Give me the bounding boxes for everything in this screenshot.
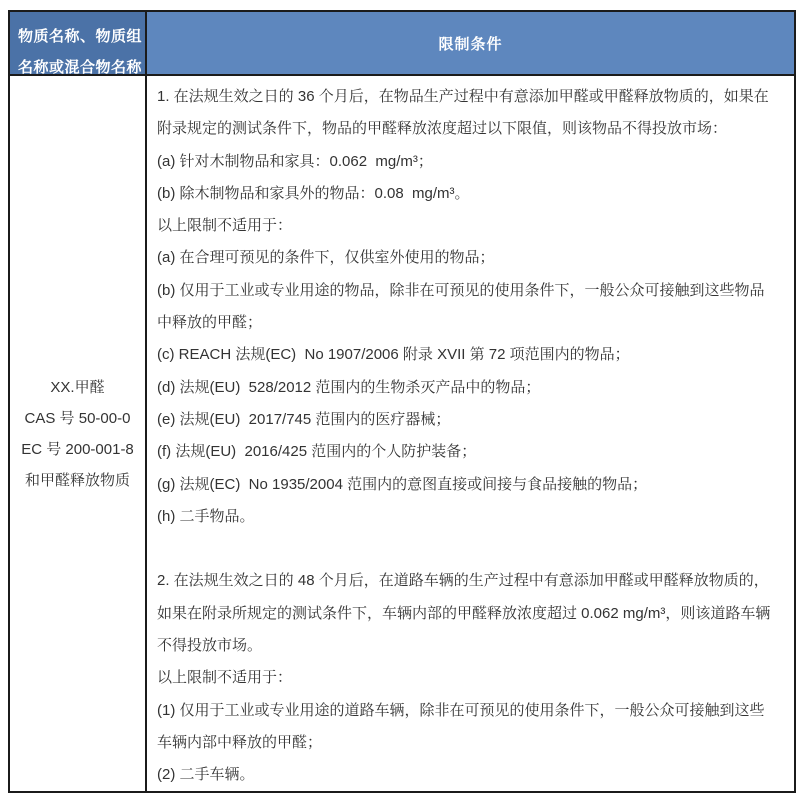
text-line: (b) 除木制物品和家具外的物品：0.08 mg/m³。 xyxy=(157,184,470,202)
text-line: 1. 在法规生效之日的 36 个月后，在物品生产过程中有意添加甲醛或甲醛释放物质的，如果在 xyxy=(157,88,769,105)
text-line: 2. 在法规生效之日的 48 个月后，在道路车辆的生产过程中有意添加甲醛或甲醛释放物质的， xyxy=(157,572,769,590)
text-line: (2) 二手车辆。 xyxy=(157,766,255,784)
text-line: CAS 号 50-00-0 xyxy=(24,409,131,427)
text-line: 和甲醛释放物质 xyxy=(24,471,130,489)
text-line: (h) 二手物品。 xyxy=(157,507,255,525)
text-line: (a) 针对木制物品和家具：0.062 mg/m³； xyxy=(157,152,433,170)
restriction-conditions-cell xyxy=(147,76,794,791)
column-header-substance-name xyxy=(10,12,147,76)
text-line: 附录规定的测试条件下，物品的甲醛释放浓度超过以下限值，则该物品不得投放市场： xyxy=(157,120,728,138)
text-line: (b) 仅用于工业或专业用途的物品，除非在可预见的使用条件下，一般公众可接触到这些物品 xyxy=(157,281,765,299)
text-line xyxy=(157,533,786,565)
text-line: (1) 仅用于工业或专业用途的道路车辆，除非在可预见的使用条件下，一般公众可接触到这些 xyxy=(157,701,765,719)
column-header-restriction-conditions xyxy=(147,12,794,76)
text-line: 以上限制不适用于： xyxy=(157,669,293,687)
text-line: (f) 法规(EU) 2016/425 范围内的个人防护装备； xyxy=(157,443,477,461)
text-line: EC 号 200-001-8 xyxy=(21,440,134,458)
text-line: 中释放的甲醛； xyxy=(157,314,263,332)
text-line: (a) 在合理可预见的条件下，仅供室外使用的物品； xyxy=(157,249,495,267)
text-line: (g) 法规(EC) No 1935/2004 范围内的意图直接或间接与食品接触的物品； xyxy=(157,475,648,493)
text-line: 名称或混合物名称 xyxy=(18,59,143,76)
text-line: XX.甲醛 xyxy=(50,378,105,396)
text-line: (d) 法规(EU) 528/2012 范围内的生物杀灭产品中的物品； xyxy=(157,378,541,396)
restriction-table xyxy=(8,10,796,793)
text-line: 以上限制不适用于： xyxy=(157,217,293,235)
text-line: 车辆内部中释放的甲醛； xyxy=(157,733,323,751)
substance-identity-cell xyxy=(10,76,147,791)
text-line: 不得投放市场。 xyxy=(157,637,263,655)
text-line: (c) REACH 法规(EC) No 1907/2006 附录 XVII 第 72 项范围内的物品； xyxy=(157,346,630,364)
column-header-restriction-conditions-label: 限制条件 xyxy=(438,35,503,53)
text-line: 物质名称、物质组 xyxy=(18,28,143,45)
text-line: 如果在附录所规定的测试条件下，车辆内部的甲醛释放浓度超过 0.062 mg/m³，则该道路车辆 xyxy=(157,604,771,622)
text-line: (e) 法规(EU) 2017/745 范围内的医疗器械； xyxy=(157,410,451,428)
